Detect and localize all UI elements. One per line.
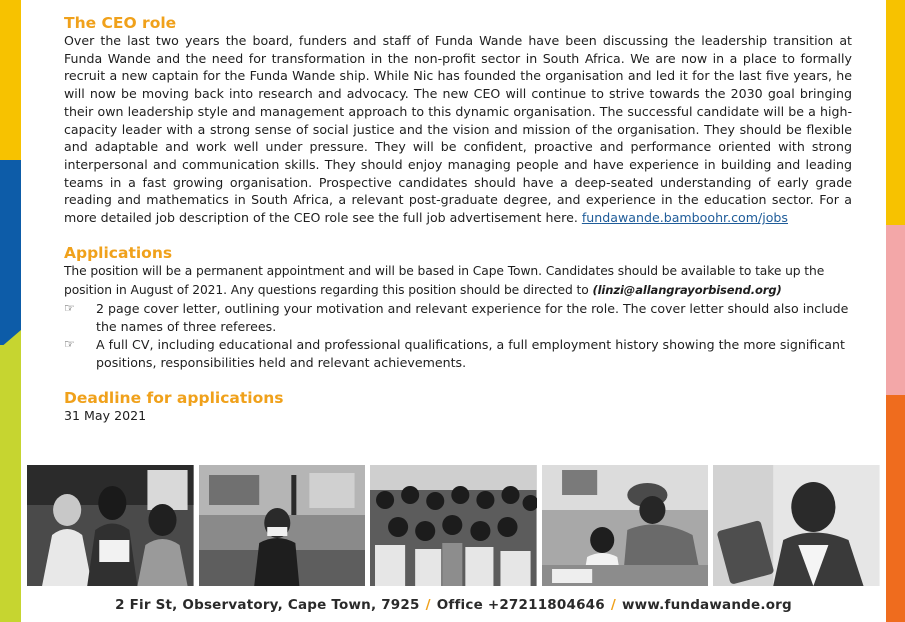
deadline-section: [64, 389, 852, 425]
applications-heading: Applications: [64, 243, 173, 262]
requirements-list: [64, 300, 852, 372]
applications-body: [64, 262, 852, 300]
list-item: [64, 336, 852, 372]
list-item-text: A full CV, including educational and professional qualifications, a full employment history showing the more significant positions, responsibilities held and relevant achievements.: [96, 336, 845, 370]
footer-contact: [21, 597, 886, 613]
ceo-role-section: [64, 14, 852, 227]
contact-email[interactable]: (linzi@allangrayorbisend.org): [592, 282, 782, 297]
list-item: [64, 300, 852, 336]
reading-child-photo: [713, 465, 880, 586]
left-stripe-blue: [0, 160, 21, 345]
deadline-date: 31 May 2021: [64, 407, 147, 423]
left-stripe-yellow: [0, 0, 21, 160]
applications-section: [64, 244, 852, 372]
ceo-role-heading: The CEO role: [64, 14, 177, 32]
footer-phone: Office +27211804646: [436, 597, 605, 613]
photo-strip: [27, 465, 880, 586]
applications-text: The position will be a permanent appointment and will be based in Cape Town. Candidates should be available to take up the position in August of 2021. Any questions regarding this position should be directed to: [64, 263, 825, 297]
jobs-link[interactable]: fundawande.bamboohr.com/jobs: [581, 210, 788, 226]
right-stripe-orange: [886, 395, 905, 622]
right-stripe-pink: [886, 225, 905, 395]
classroom-photo-2: [199, 465, 366, 586]
separator-slash: /: [425, 597, 431, 613]
ceo-role-body: [64, 32, 852, 227]
document-content: [64, 14, 852, 424]
group-photo: [370, 465, 537, 586]
right-stripe-yellow: [886, 0, 905, 225]
classroom-photo-1: [27, 465, 194, 586]
stripe-diagonal: [0, 328, 21, 348]
footer-website[interactable]: www.fundawande.org: [622, 597, 792, 613]
learning-photo: [542, 465, 709, 586]
left-stripe-lime: [0, 345, 21, 622]
separator-slash: /: [610, 597, 617, 613]
ceo-role-text: Over the last two years the board, funders and staff of Funda Wande have been discussing the leadership transition at Funda Wande and the need for transformation in the non-profit sector in South Africa. We are now in a place to formally recruit a new captain for the Funda Wande ship. While Nic has founded the organisation and led it for the last five years, he will now be moving back into research and advocacy. The new CEO will continue to strive towards the 2030 goal bringing their own leadership style and management approach to this dynamic organisation. The successful candidate will be a high-capacity leader with a strong sense of social justice and the vision and mission of the organisation. They should be flexible and adaptable and work well under pressure. They will be confident, proactive and performance oriented with strong interpersonal and communication skills. They should enjoy managing people and have experience in building and leading teams in a fast growing organisation. Prospective candidates should have a deep-seated understanding of early grade reading and mathematics in South Africa, a relevant post-graduate degree, and experience in the education sector. For a more detailed job description of the CEO role see the full job advertisement here.: [64, 33, 852, 226]
footer-address: 2 Fir St, Observatory, Cape Town, 7925: [115, 597, 420, 613]
deadline-heading: Deadline for applications: [64, 388, 284, 407]
pointing-hand-icon: ☞: [64, 300, 75, 315]
pointing-hand-icon: ☞: [64, 336, 75, 351]
list-item-text: 2 page cover letter, outlining your motivation and relevant experience for the role. The cover letter should also include the names of three referees.: [96, 300, 849, 334]
